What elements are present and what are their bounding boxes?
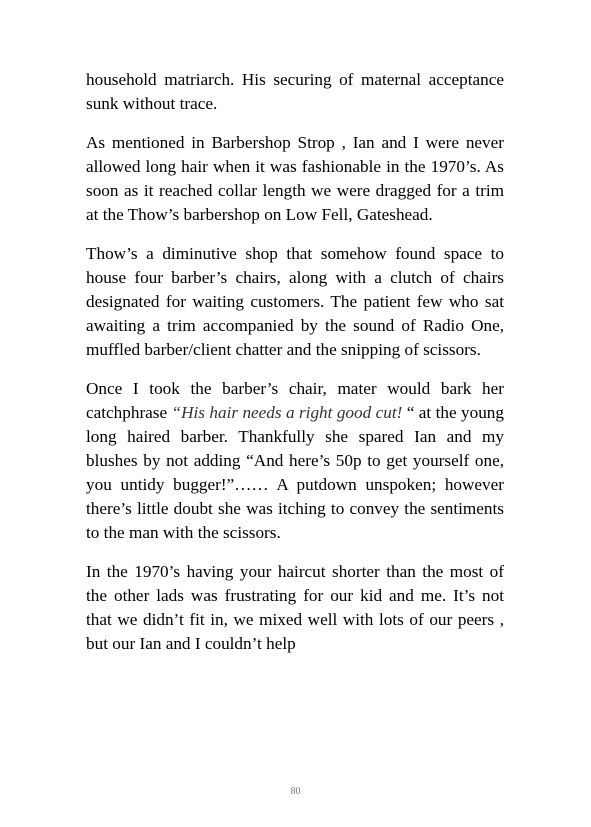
page-number: 80 (290, 786, 301, 797)
catchphrase-quote: “His hair needs a right good cut! (171, 403, 403, 422)
paragraph-barbers-chair (86, 377, 504, 545)
paragraph-1970s-haircut: In the 1970’s having your haircut shorter than the most of the other lads was frustrating for our kid and me. It’s not that we didn’t fit in, we mixed well with lots of our peers , but our Ian and I couldn’t help (86, 562, 504, 653)
paragraph-text: “ at the young long haired barber. Thankfully she spared Ian and my blushes by not adding “And here’s 50p to get yourself one, you untidy bugger!”…… A putdown unspoken; however there’s little doubt she was itching to convey the sentiments to the man with the scissors. (86, 403, 504, 542)
paragraph-matriarch: household matriarch. His securing of maternal acceptance sunk without trace. (86, 70, 504, 113)
paragraph-thows-shop: Thow’s a diminutive shop that somehow found space to house four barber’s chairs, along with a clutch of chairs designated for waiting customers. The patient few who sat awaiting a trim accompanied by the sound of Radio One, muffled barber/client chatter and the snipping of scissors. (86, 244, 504, 359)
paragraph-barbershop-strop: As mentioned in Barbershop Strop , Ian and I were never allowed long hair when it was fashionable in the 1970’s. As soon as it reached collar length we were dragged for a trim at the Thow’s barbershop on Low Fell, Gateshead. (86, 133, 504, 224)
paragraph-text: Once I took the barber’s chair, mater would bark her catchphrase (86, 379, 504, 422)
body-text (86, 68, 504, 671)
